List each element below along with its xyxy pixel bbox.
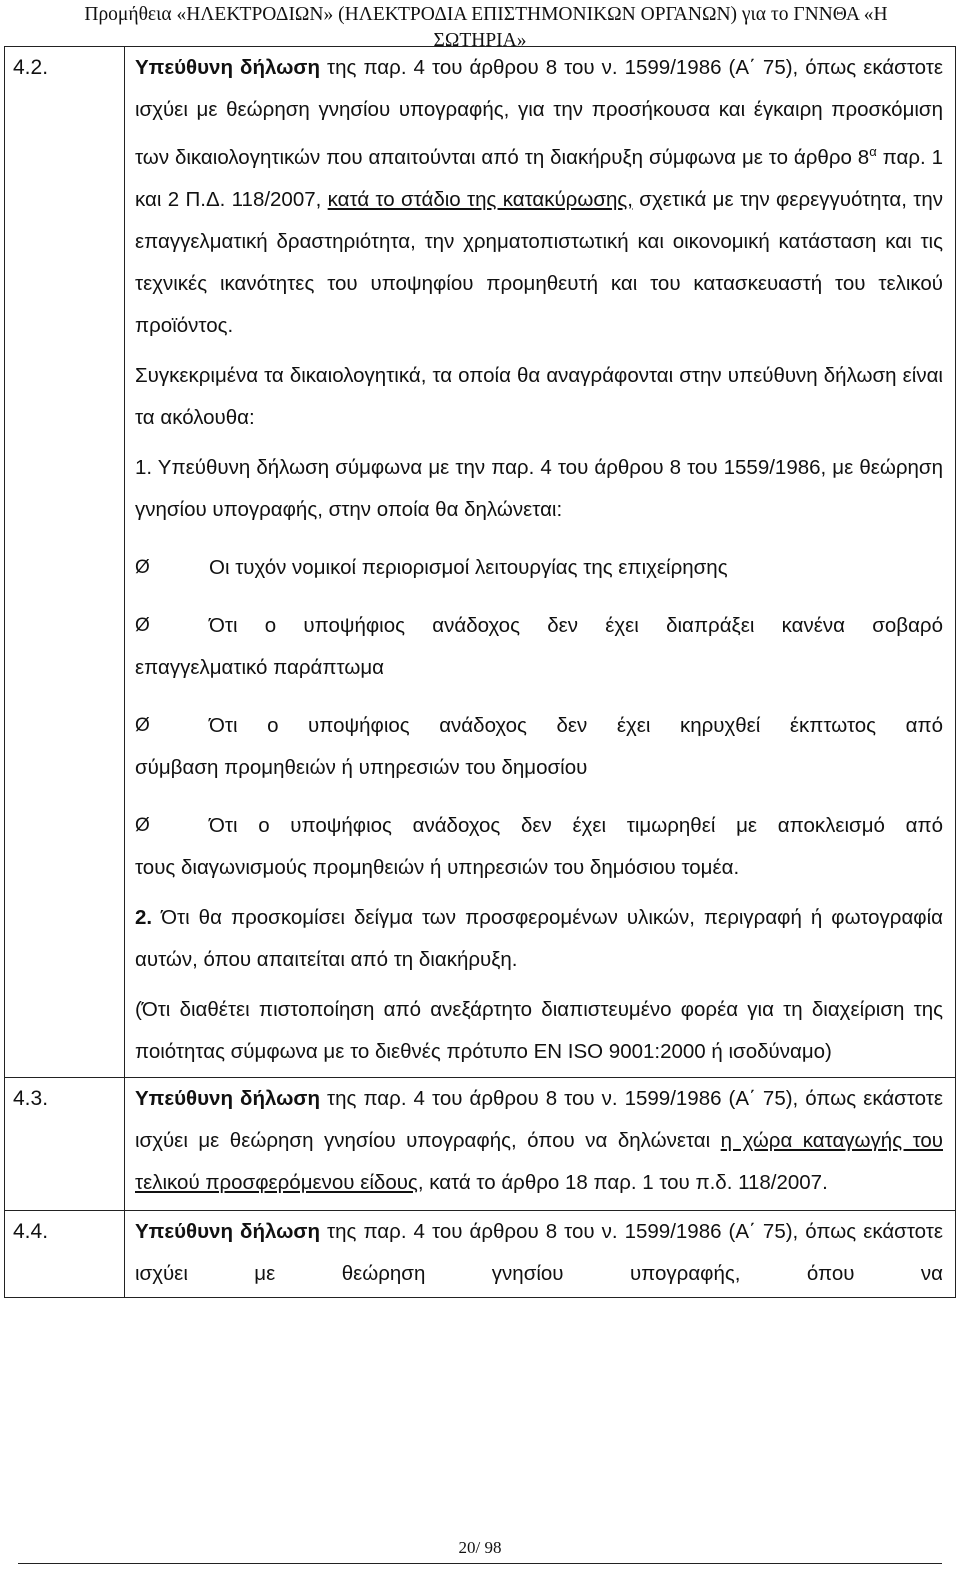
text: σχετικά με την φερεγγυότητα, την επαγγελματική δραστηριότητα, την χρηματοπιστωτική και οικονομική κατάσταση και τις τεχνικές ικανότητες του υποψηφίου προμηθευτή και του κατασκευαστή του τελικού προϊόντος. — [135, 187, 943, 337]
text: της παρ. 4 του άρθρου 8 του ν. 1599/1986 (Α΄ 75), όπως εκάστοτε ισχύει με θεώρηση γνησίου υπογραφής, για την προσήκουσα και έγκαιρη προσκόμιση των δικαιολογητικών που απαιτούνται από τη διακήρυξη σύμφωνα με το άρθρο 8 — [135, 56, 943, 169]
bullet-item — [135, 547, 943, 589]
bullet-continuation: επαγγελματικό παράπτωμα — [135, 655, 384, 679]
paragraph — [135, 47, 943, 347]
superscript: α — [869, 144, 877, 159]
section-4-4 — [5, 1210, 956, 1297]
text: , κατά το άρθρο 18 παρ. 1 του π.δ. 118/2007. — [417, 1170, 828, 1194]
section-number: 4.4. — [5, 1210, 125, 1297]
arrow-bullet-icon: Ø — [135, 814, 150, 836]
arrow-bullet-icon: Ø — [135, 556, 150, 578]
bullet-text: Οι τυχόν νομικοί περιορισμοί λειτουργίας της επιχείρησης — [209, 555, 728, 579]
text: της παρ. 4 του άρθρου 8 του ν. 1599/1986 (Α΄ 75), όπως εκάστοτε ισχύει με θεώρηση γνησίου υπογραφής, όπου να δηλώνεται — [135, 1086, 943, 1152]
document-table — [4, 46, 956, 1298]
underlined-text: η χώρα καταγωγής του τελικού προσφερόμενου είδους — [135, 1128, 943, 1194]
bullet-continuation: σύμβαση προμηθειών ή υπηρεσιών του δημοσίου — [135, 755, 588, 779]
text: παρ. 1 και 2 Π.Δ. 118/2007, — [135, 145, 943, 211]
item-number: 2. — [135, 905, 153, 929]
text: της παρ. 4 του άρθρου 8 του ν. 1599/1986 (Α΄ 75), όπως εκάστοτε ισχύει με θεώρηση γνησίου υπογραφής, όπου να — [135, 1219, 943, 1285]
arrow-bullet-icon: Ø — [135, 614, 150, 636]
bullet-item — [135, 605, 943, 689]
header-line-2: ΣΩΤΗΡΙΑ» — [433, 30, 527, 51]
paragraph: Συγκεκριμένα τα δικαιολογητικά, τα οποία θα αναγράφονται στην υπεύθυνη δήλωση είναι τα ακόλουθα: — [135, 363, 943, 429]
bullet-item — [135, 805, 943, 889]
footer-divider — [18, 1563, 942, 1564]
section-body — [125, 47, 956, 1078]
bullet-text: Ότι ο υποψήφιος ανάδοχος δεν έχει κηρυχθεί έκπτωτος από — [209, 713, 943, 737]
list-item-1: 1. Υπεύθυνη δήλωση σύμφωνα με την παρ. 4 του άρθρου 8 του 1559/1986, με θεώρηση γνησίου υπογραφής, στην οποία θα δηλώνεται: — [135, 455, 943, 521]
section-4-2 — [5, 47, 956, 1078]
list-item-2 — [135, 897, 943, 981]
section-body — [125, 1210, 956, 1297]
paragraph — [135, 1078, 943, 1204]
text: Ότι θα προσκομίσει δείγμα των προσφερομένων υλικών, περιγραφή ή φωτογραφία αυτών, όπου απαιτείται από τη διακήρυξη. — [135, 905, 943, 971]
bullet-text: Ότι ο υποψήφιος ανάδοχος δεν έχει διαπράξει κανένα σοβαρό — [209, 613, 943, 637]
paragraph — [135, 1211, 943, 1295]
section-number: 4.3. — [5, 1077, 125, 1210]
paragraph: (Ότι διαθέτει πιστοποίηση από ανεξάρτητο διαπιστευμένο φορέα για τη διαχείριση της ποιότητας σύμφωνα με το διεθνές πρότυπο EN ISO 9001:2000 ή ισοδύναμο) — [135, 997, 943, 1063]
header-line-1: Προμήθεια «ΗΛΕΚΤΡΟΔΙΩΝ» (ΗΛΕΚΤΡΟΔΙΑ ΕΠΙΣΤΗΜΟΝΙΚΩΝ ΟΡΓΑΝΩΝ) για το ΓΝΝΘΑ «Η — [84, 4, 888, 25]
underlined-text: κατά το στάδιο της κατακύρωσης, — [327, 187, 633, 211]
bullet-item — [135, 705, 943, 789]
section-number: 4.2. — [5, 47, 125, 1078]
bold-heading: Υπεύθυνη δήλωση — [135, 1219, 320, 1243]
bold-heading: Υπεύθυνη δήλωση — [135, 1086, 320, 1110]
section-body — [125, 1077, 956, 1210]
bullet-text: Ότι ο υποψήφιος ανάδοχος δεν έχει τιμωρηθεί με αποκλεισμό από — [209, 813, 943, 837]
bullet-continuation: τους διαγωνισμούς προμηθειών ή υπηρεσιών του δημόσιου τομέα. — [135, 855, 740, 879]
bold-heading: Υπεύθυνη δήλωση — [135, 56, 320, 79]
section-4-3 — [5, 1077, 956, 1210]
page-number: 20/ 98 — [458, 1538, 502, 1557]
arrow-bullet-icon: Ø — [135, 714, 150, 736]
